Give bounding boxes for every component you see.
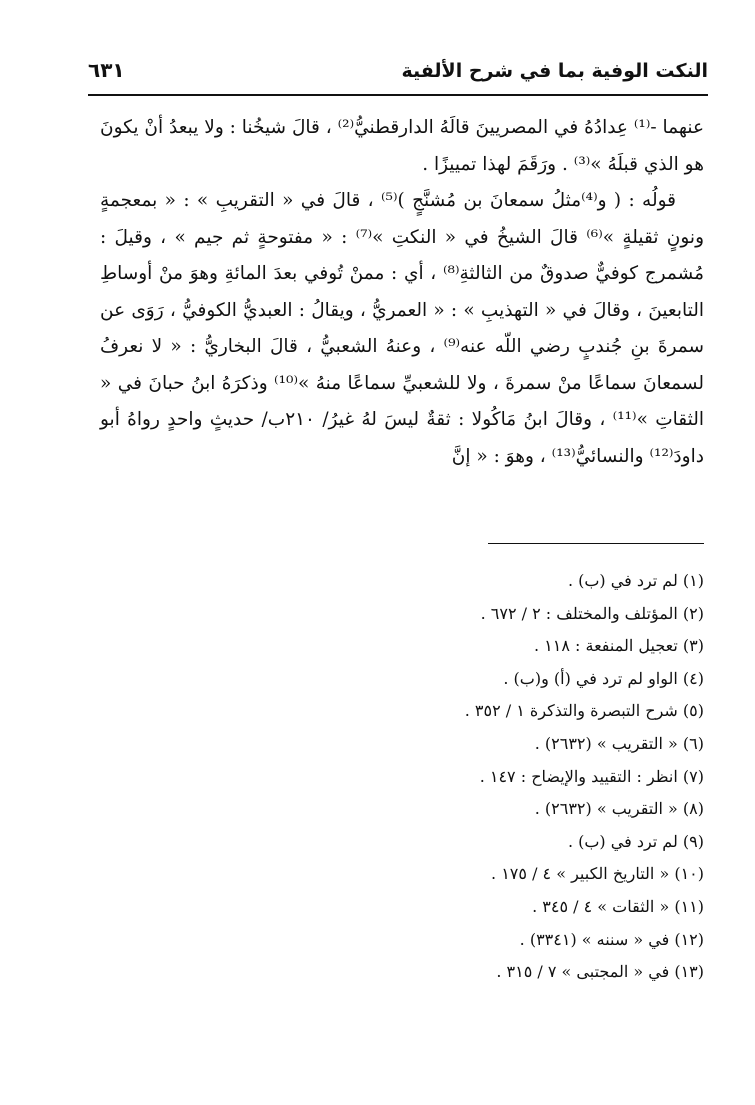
- footnote: (٩) لم ترد في (ب) .: [567, 831, 704, 851]
- footnote-separator: [488, 543, 704, 544]
- footnote: (١٣) في « المجتبى » ٧ / ٣١٥ .: [496, 962, 704, 982]
- footnote: (١) لم ترد في (ب) .: [567, 571, 704, 590]
- footnote: (٨) « التقريب » (٢٦٣٢) .: [534, 799, 704, 819]
- page-header: [88, 56, 708, 90]
- footnote: (٦) « التقريب » (٢٦٣٢) .: [534, 733, 704, 753]
- footnote: (٣) تعجيل المنفعة : ١١٨ .: [533, 636, 704, 656]
- footnote: (٢) المؤتلف والمختلف : ٢ / ٦٧٢ .: [480, 603, 704, 623]
- paragraph: قولُه : ( و⁽⁴⁾مثلُ سمعانَ بن مُشنَّجٍ )⁽⁵⁾ ، قالَ في « التقريبِ » : « بمعجمةٍ ونونٍ ثقيلةٍ »⁽⁶⁾ قالَ الشيخُ في « النكتِ »⁽⁷⁾ : « مفتوحةٍ ثم جيم » ، وقيلَ : مُشمرج كوفيٌّ صدوقٌ من الثالثةِ⁽⁸⁾ ، أي : ممنْ تُوفي بعدَ المائةِ وهوَ منْ أوساطِ التابعينَ ، وقالَ في « التهذيبِ » : « العمريُّ ، ويقالُ : العبديُّ الكوفيُّ ، رَوَى عن سمرةَ بنِ جُندبٍ رضي اللّه عنه⁽⁹⁾ ، وعنهُ الشعبيُّ ، قالَ البخاريُّ : « لا نعرفُ لسمعانَ سماعًا منْ سمرةَ ، ولا للشعبيِّ سماعًا منهُ »⁽¹⁰⁾ وذكرَهُ ابنُ حبانَ في « الثقاتِ »⁽¹¹⁾ ، وقالَ ابنُ مَاكُولا : ثقةٌ ليسَ لهُ غيرُ/ ٢١٠ب/ حديثٍ واحدٍ رواهُ أبو داودَ⁽¹²⁾ والنسائيُّ⁽¹³⁾ ، وهوَ : « إنَّ: [100, 190, 705, 467]
- footnote: (٥) شرح التبصرة والتذكرة ١ / ٣٥٢ .: [464, 701, 704, 721]
- paragraph: عنهما -⁽¹⁾ عِدادُهُ في المصريينَ قالَهُ الدارقطنيُّ⁽²⁾ ، قالَ شيخُنا : ولا يبعدُ أنْ يكونَ هو الذي قبلَهُ »⁽³⁾ . ورَقَمَ لهذا تمييزًا .: [100, 117, 704, 175]
- footnote: (٧) انظر : التقييد والإيضاح : ١٤٧ .: [479, 766, 704, 786]
- footnotes-list: [300, 565, 704, 989]
- header-rule: [88, 94, 708, 96]
- footnote: (٤) الواو لم ترد في (أ) و(ب) .: [503, 668, 704, 688]
- footnote: (١٢) في « سننه » (٣٣٤١) .: [519, 929, 704, 949]
- running-title: النكت الوفية بما في شرح الألفية: [401, 60, 708, 82]
- page-number: ٦٣١: [88, 58, 125, 82]
- footnote: (١١) « الثقات » ٤ / ٣٤٥ .: [532, 896, 704, 916]
- footnote: (١٠) « التاريخ الكبير » ٤ / ١٧٥ .: [491, 864, 704, 884]
- main-text: [100, 110, 704, 475]
